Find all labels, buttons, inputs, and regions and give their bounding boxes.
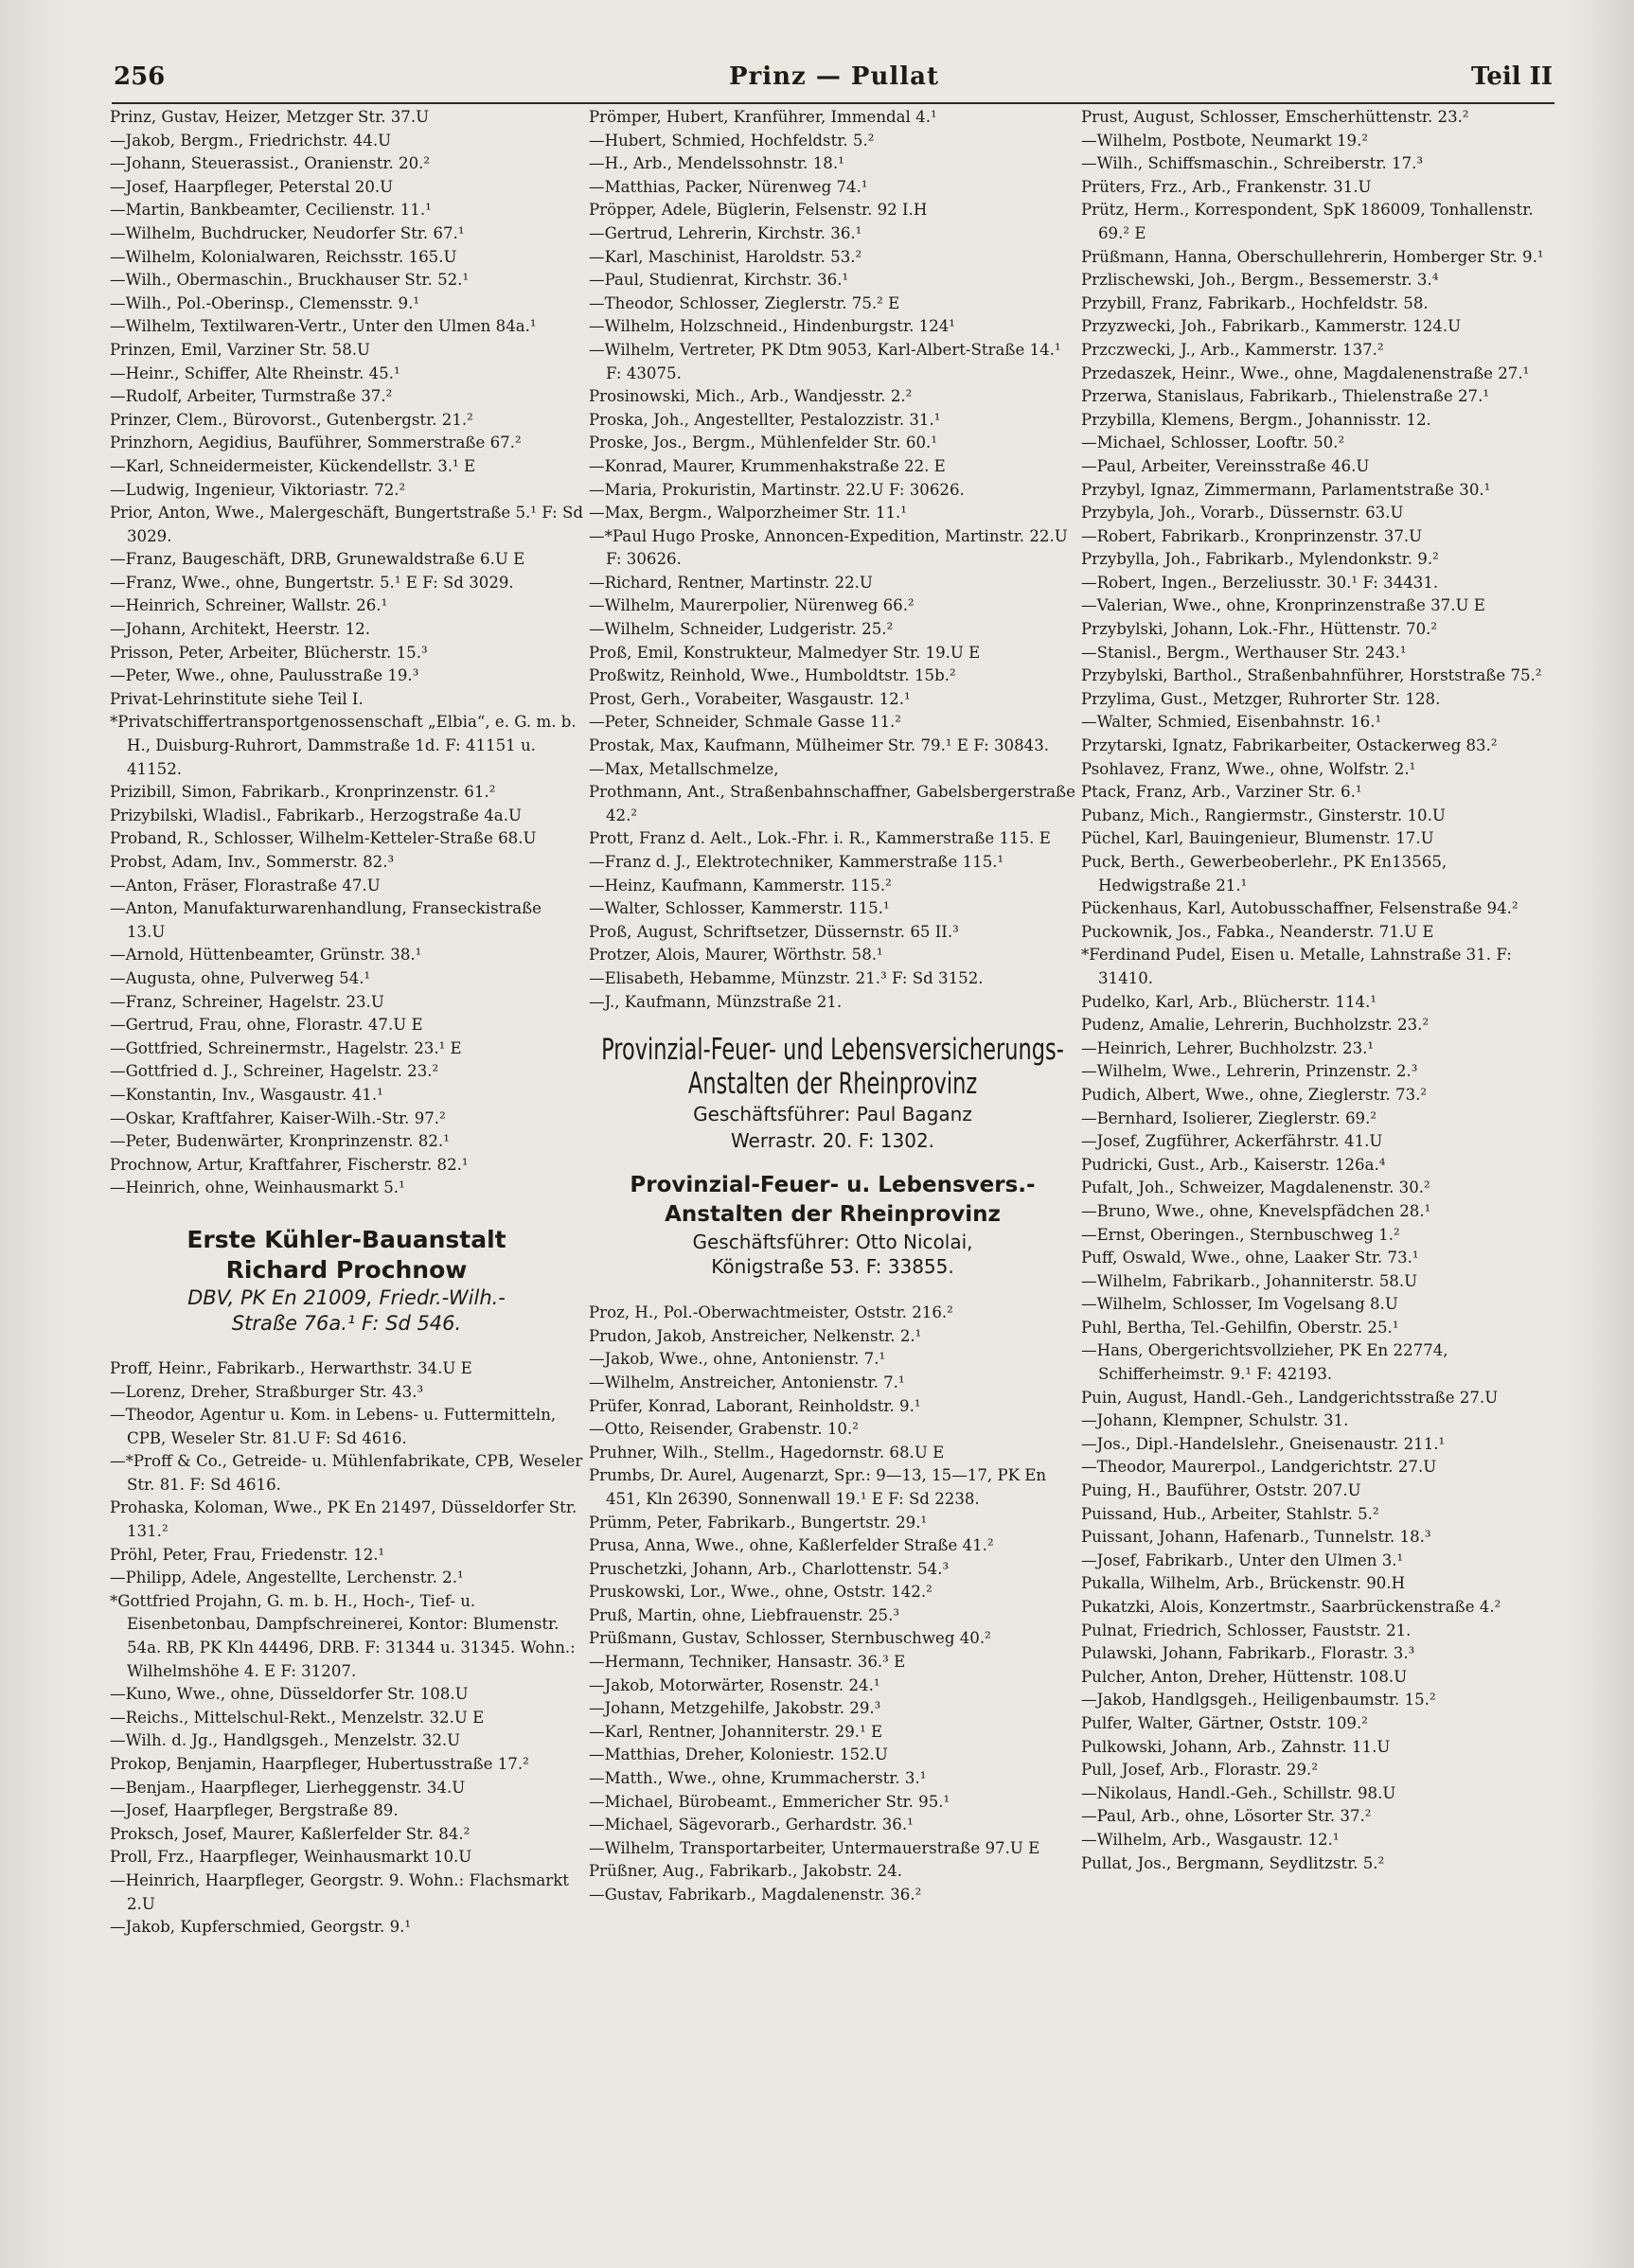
directory-entry: —Robert, Fabrikarb., Kronprinzenstr. 37.U: [1081, 526, 1423, 545]
directory-entry: —Anton, Fräser, Florastraße 47.U: [110, 876, 381, 895]
directory-entry: Prütz, Herm., Korrespondent, SpK 186009, Tonhallenstr. 69.² E: [1081, 201, 1534, 242]
directory-entry: —Peter, Schneider, Schmale Gasse 11.²: [589, 713, 901, 732]
directory-entry: —Jakob, Bergm., Friedrichstr. 44.U: [110, 131, 392, 150]
directory-entry: —Nikolaus, Handl.-Geh., Schillstr. 98.U: [1081, 1783, 1396, 1802]
directory-entry: —Johann, Metzgehilfe, Jakobstr. 29.³: [589, 1699, 881, 1718]
directory-entry: Puing, H., Bauführer, Oststr. 207.U: [1081, 1481, 1361, 1500]
directory-entry: —*Proff & Co., Getreide- u. Mühlenfabrikate, CPB, Weseler Str. 81. F: Sd 4616.: [110, 1452, 583, 1494]
directory-entry: Pruskowski, Lor., Wwe., ohne, Oststr. 142.²: [589, 1583, 932, 1602]
directory-entry: —Wilhelm, Kolonialwaren, Reichsstr. 165.U: [110, 247, 457, 266]
directory-entry: Proksch, Josef, Maurer, Kaßlerfelder Str. 84.²: [110, 1824, 471, 1843]
directory-entry: —Wilhelm, Buchdrucker, Neudorfer Str. 67.¹: [110, 223, 465, 242]
directory-entry: Prizibill, Simon, Fabrikarb., Kronprinzenstr. 61.²: [110, 783, 496, 802]
directory-entry: Pruß, Martin, ohne, Liebfrauenstr. 25.³: [589, 1605, 899, 1624]
directory-entry: —J., Kaufmann, Münzstraße 21.: [589, 992, 843, 1011]
directory-entry: Puissant, Johann, Hafenarb., Tunnelstr. 18.³: [1081, 1528, 1431, 1547]
directory-entry: —Theodor, Agentur u. Kom. in Lebens- u. Futtermitteln, CPB, Weseler Str. 81.U F: Sd 4616.: [110, 1406, 557, 1447]
directory-entry: Przybyla, Joh., Vorarb., Düssernstr. 63.U: [1081, 504, 1404, 523]
directory-entry: —Maria, Prokuristin, Martinstr. 22.U F: 30626.: [589, 480, 965, 499]
directory-entry: Pulcher, Anton, Dreher, Hüttenstr. 108.U: [1081, 1667, 1408, 1686]
directory-entry: —Karl, Schneidermeister, Kückendellstr. 3.¹ E: [110, 456, 476, 475]
directory-entry: Pröpper, Adele, Büglerin, Felsenstr. 92 I.H: [589, 201, 928, 220]
directory-entry: —Gottfried d. J., Schreiner, Hagelstr. 23.²: [110, 1062, 439, 1081]
directory-entry: —Josef, Haarpfleger, Peterstal 20.U: [110, 177, 394, 196]
advert-line: Erste Kühler-Bauanstalt: [186, 1225, 506, 1253]
advert-prochnow: [110, 1225, 583, 1337]
entries-block: [110, 106, 583, 1200]
directory-entry: Przedaszek, Heinr., Wwe., ohne, Magdalenenstraße 27.¹: [1081, 363, 1530, 382]
directory-entry: Prochnow, Artur, Kraftfahrer, Fischerstr. 82.¹: [110, 1155, 469, 1174]
directory-entry: Prostak, Max, Kaufmann, Mülheimer Str. 79.¹ E F: 30843.: [589, 736, 1050, 755]
directory-entry: —Peter, Budenwärter, Kronprinzenstr. 82.¹: [110, 1132, 450, 1151]
directory-entry: Pudenz, Amalie, Lehrerin, Buchholzstr. 23.²: [1081, 1016, 1430, 1035]
column-right: [1081, 106, 1554, 2253]
directory-entry: Prüfer, Konrad, Laborant, Reinholdstr. 9.¹: [589, 1396, 921, 1415]
directory-entry: Pukatzki, Alois, Konzertmstr., Saarbrückenstraße 4.²: [1081, 1598, 1501, 1616]
directory-entry: —Max, Metallschmelze,: [589, 759, 779, 778]
directory-entry: —Wilhelm, Arb., Wasgaustr. 12.¹: [1081, 1830, 1340, 1849]
directory-entry: Przyzwecki, Joh., Fabrikarb., Kammerstr. 124.U: [1081, 317, 1462, 336]
directory-entry: Przybyl, Ignaz, Zimmermann, Parlamentstraße 30.¹: [1081, 480, 1491, 499]
directory-entry: Przerwa, Stanislaus, Fabrikarb., Thielenstraße 27.¹: [1081, 387, 1490, 406]
directory-entry: Prohaska, Koloman, Wwe., PK En 21497, Düsseldorfer Str. 131.²: [110, 1498, 577, 1541]
directory-entry: —Josef, Haarpfleger, Bergstraße 89.: [110, 1801, 399, 1820]
directory-entry: —Robert, Ingen., Berzeliusstr. 30.¹ F: 34431.: [1081, 573, 1439, 592]
directory-entry: Prior, Anton, Wwe., Malergeschäft, Bungertstraße 5.¹ F: Sd 3029.: [110, 504, 583, 545]
directory-entry: —Gottfried, Schreinermstr., Hagelstr. 23.¹ E: [110, 1038, 462, 1057]
directory-entry: Puckownik, Jos., Fabka., Neanderstr. 71.U E: [1081, 922, 1434, 941]
directory-entry: —Heinrich, Lehrer, Buchholzstr. 23.¹: [1081, 1038, 1375, 1057]
directory-entry: Prinz, Gustav, Heizer, Metzger Str. 37.U: [110, 108, 430, 126]
directory-entry: Proß, Emil, Konstrukteur, Malmedyer Str. 19.U E: [589, 643, 981, 662]
directory-entry: —Jakob, Wwe., ohne, Antonienstr. 7.¹: [589, 1350, 886, 1369]
directory-entry: Prümm, Peter, Fabrikarb., Bungertstr. 29.¹: [589, 1513, 928, 1532]
directory-entry: Prisson, Peter, Arbeiter, Blücherstr. 15.³: [110, 643, 428, 662]
directory-entry: Prudon, Jakob, Anstreicher, Nelkenstr. 2.¹: [589, 1326, 922, 1345]
directory-entry: —Johann, Architekt, Heerstr. 12.: [110, 620, 370, 639]
directory-entry: Prinzer, Clem., Bürovorst., Gutenbergstr. 21.²: [110, 410, 473, 429]
directory-entry: —Arnold, Hüttenbeamter, Grünstr. 38.¹: [110, 946, 422, 965]
directory-entry: Proff, Heinr., Fabrikarb., Herwarthstr. 34.U E: [110, 1358, 472, 1377]
directory-entry: —Ludwig, Ingenieur, Viktoriastr. 72.²: [110, 480, 406, 499]
page-header: [114, 62, 1553, 100]
advert-line: Geschäftsführer: Otto Nicolai,: [692, 1231, 973, 1254]
directory-entry: —Reichs., Mittelschul-Rekt., Menzelstr. 32.U E: [110, 1708, 485, 1727]
directory-entry: —Josef, Zugführer, Ackerfährstr. 41.U: [1081, 1132, 1383, 1151]
advert-line: Provinzial-Feuer- und Lebensversicherungs-: [601, 1032, 1064, 1067]
directory-entry: —Jakob, Motorwärter, Rosenstr. 24.¹: [589, 1675, 880, 1694]
directory-entry: Proz, H., Pol.-Oberwachtmeister, Oststr. 216.²: [589, 1303, 953, 1322]
directory-entry: Puhl, Bertha, Tel.-Gehilfin, Oberstr. 25.¹: [1081, 1318, 1399, 1337]
advert-line: Königstraße 53. F: 33855.: [711, 1255, 954, 1279]
header-rule: [112, 102, 1554, 104]
directory-entry: Prott, Franz d. Aelt., Lok.-Fhr. i. R., Kammerstraße 115. E: [589, 829, 1051, 848]
directory-entry: —Jos., Dipl.-Handelslehr., Gneisenaustr. 211.¹: [1081, 1434, 1446, 1453]
directory-entry: *Ferdinand Pudel, Eisen u. Metalle, Lahnstraße 31. F: 31410.: [1081, 946, 1512, 987]
directory-entry: —Anton, Manufakturwarenhandlung, Franseckistraße 13.U: [110, 899, 542, 941]
directory-entry: Prüßmann, Gustav, Schlosser, Sternbuschweg 40.²: [589, 1629, 991, 1648]
directory-entry: Pröhl, Peter, Frau, Friedenstr. 12.¹: [110, 1545, 385, 1564]
directory-entry: Przylima, Gust., Metzger, Ruhrorter Str. 128.: [1081, 689, 1441, 708]
directory-entry: —Wilh., Schiffsmaschin., Schreiberstr. 17.³: [1081, 154, 1424, 173]
directory-entry: Przybilla, Klemens, Bergm., Johannisstr. 12.: [1081, 410, 1431, 429]
directory-entry: —Jakob, Handlgsgeh., Heiligenbaumstr. 15.²: [1081, 1691, 1436, 1710]
directory-entry: —Heinz, Kaufmann, Kammerstr. 115.²: [589, 876, 892, 895]
directory-entry: —Karl, Rentner, Johanniterstr. 29.¹ E: [589, 1722, 883, 1741]
directory-entry: —Heinrich, Haarpfleger, Georgstr. 9. Wohn.: Flachsmarkt 2.U: [110, 1870, 569, 1913]
directory-entry: —Matth., Wwe., ohne, Krummacherstr. 3.¹: [589, 1769, 927, 1788]
directory-entry: Ptack, Franz, Arb., Varziner Str. 6.¹: [1081, 783, 1362, 802]
directory-entry: —Matthias, Packer, Nürenweg 74.¹: [589, 177, 868, 196]
directory-entry: —Max, Bergm., Walporzheimer Str. 11.¹: [589, 504, 907, 523]
directory-entry: Proska, Joh., Angestellter, Pestalozzistr. 31.¹: [589, 410, 941, 429]
advert-line: DBV, PK En 21009, Friedr.-Wilh.-: [187, 1285, 506, 1309]
directory-entry: Pulkowski, Johann, Arb., Zahnstr. 11.U: [1081, 1737, 1391, 1756]
directory-entry: —Paul, Arbeiter, Vereinsstraße 46.U: [1081, 456, 1370, 475]
directory-entry: Pukalla, Wilhelm, Arb., Brückenstr. 90.H: [1081, 1574, 1406, 1593]
entries-block: [110, 1357, 583, 1940]
column-left: [110, 106, 583, 2253]
directory-entry: Przczwecki, J., Arb., Kammerstr. 137.²: [1081, 340, 1384, 359]
advert-line: Straße 76a.¹ F: Sd 546.: [231, 1311, 462, 1335]
directory-entry: Puck, Berth., Gewerbeoberlehr., PK En13565, Hedwigstraße 21.¹: [1081, 853, 1448, 895]
directory-entry: —Michael, Sägevorarb., Gerhardstr. 36.¹: [589, 1816, 914, 1834]
directory-entry: —Oskar, Kraftfahrer, Kaiser-Wilh.-Str. 97.²: [110, 1108, 446, 1127]
directory-entry: —Konrad, Maurer, Krummenhakstraße 22. E: [589, 456, 946, 475]
directory-entry: —Wilhelm, Anstreicher, Antonienstr. 7.¹: [589, 1373, 905, 1391]
directory-entry: Prömper, Hubert, Kranführer, Immendal 4.¹: [589, 108, 937, 126]
directory-entry: —Elisabeth, Hebamme, Münzstr. 21.³ F: Sd 3152.: [589, 968, 984, 987]
directory-entry: —*Paul Hugo Proske, Annoncen-Expedition, Martinstr. 22.U F: 30626.: [589, 526, 1068, 569]
directory-entry: —Wilhelm, Schneider, Ludgeristr. 25.²: [589, 620, 894, 639]
directory-entry: —Johann, Steuerassist., Oranienstr. 20.²: [110, 154, 431, 173]
directory-entry: Przybill, Franz, Fabrikarb., Hochfeldstr. 58.: [1081, 293, 1429, 312]
advert-provinzial-2: [589, 1171, 1076, 1279]
directory-entry: —Wilhelm, Transportarbeiter, Untermauerstraße 97.U E: [589, 1838, 1040, 1857]
directory-entry: Proske, Jos., Bergm., Mühlenfelder Str. 60.¹: [589, 434, 937, 452]
directory-entry: —Franz, Wwe., ohne, Bungertstr. 5.¹ E F: Sd 3029.: [110, 573, 514, 592]
directory-entry: —Lorenz, Dreher, Straßburger Str. 43.³: [110, 1382, 424, 1401]
directory-entry: —Franz d. J., Elektrotechniker, Kammerstraße 115.¹: [589, 853, 1004, 871]
advert-provinzial-1: [589, 1033, 1076, 1154]
directory-entry: —Walter, Schmied, Eisenbahnstr. 16.¹: [1081, 713, 1382, 732]
entries-block: [589, 1302, 1076, 1906]
directory-entry: —Wilhelm, Wwe., Lehrerin, Prinzenstr. 2.³: [1081, 1062, 1418, 1081]
directory-entry: Przlischewski, Joh., Bergm., Bessemerstr. 3.⁴: [1081, 271, 1439, 290]
directory-entry: —Wilhelm, Schlosser, Im Vogelsang 8.U: [1081, 1295, 1398, 1314]
directory-entry: Protzer, Alois, Maurer, Wörthstr. 58.¹: [589, 946, 883, 965]
directory-entry: —Kuno, Wwe., ohne, Düsseldorfer Str. 108.U: [110, 1685, 469, 1704]
running-title: Prinz — Pullat: [729, 62, 939, 91]
entries-block: [1081, 106, 1554, 1875]
directory-entry: —Wilh., Pol.-Oberinsp., Clemensstr. 9.¹: [110, 293, 419, 312]
directory-entry: —Gertrud, Frau, ohne, Florastr. 47.U E: [110, 1016, 423, 1035]
directory-entry: —Gustav, Fabrikarb., Magdalenenstr. 36.²: [589, 1886, 922, 1904]
directory-entry: Przytarski, Ignatz, Fabrikarbeiter, Ostackerweg 83.²: [1081, 736, 1498, 755]
directory-entry: Pubanz, Mich., Rangiermstr., Ginsterstr. 10.U: [1081, 806, 1446, 824]
directory-entry: —Theodor, Maurerpol., Landgerichtstr. 27.U: [1081, 1458, 1437, 1477]
directory-entry: —Gertrud, Lehrerin, Kirchstr. 36.¹: [589, 223, 862, 242]
directory-entry: Przybylski, Barthol., Straßenbahnführer, Horststraße 75.²: [1081, 666, 1542, 685]
directory-entry: Proll, Frz., Haarpfleger, Weinhausmarkt 10.U: [110, 1848, 472, 1867]
directory-entry: Pudricki, Gust., Arb., Kaiserstr. 126a.⁴: [1081, 1155, 1386, 1174]
directory-entry: —Matthias, Dreher, Koloniestr. 152.U: [589, 1745, 888, 1764]
directory-entry: Pull, Josef, Arb., Florastr. 29.²: [1081, 1761, 1318, 1780]
directory-entry: —Heinr., Schiffer, Alte Rheinstr. 45.¹: [110, 363, 400, 382]
directory-entry: —Ernst, Oberingen., Sternbuschweg 1.²: [1081, 1225, 1400, 1244]
directory-entry: —Bernhard, Isolierer, Zieglerstr. 69.²: [1081, 1108, 1377, 1127]
directory-entry: —Wilh. d. Jg., Handlgsgeh., Menzelstr. 32.U: [110, 1731, 461, 1750]
directory-entry: —Valerian, Wwe., ohne, Kronprinzenstraße 37.U E: [1081, 596, 1485, 615]
directory-entry: —Wilhelm, Maurerpolier, Nürenweg 66.²: [589, 596, 915, 615]
directory-entry: —Jakob, Kupferschmied, Georgstr. 9.¹: [110, 1918, 412, 1937]
directory-entry: —Martin, Bankbeamter, Cecilienstr. 11.¹: [110, 201, 432, 220]
advert-line: Richard Prochnow: [225, 1255, 468, 1284]
directory-entry: —Michael, Bürobeamt., Emmericher Str. 95.¹: [589, 1792, 950, 1811]
directory-entry: Pulnat, Friedrich, Schlosser, Fauststr. 21.: [1081, 1621, 1412, 1639]
directory-entry: Prüters, Frz., Arb., Frankenstr. 31.U: [1081, 177, 1372, 196]
directory-entry: —Stanisl., Bergm., Werthauser Str. 243.¹: [1081, 643, 1407, 662]
directory-entry: —Josef, Fabrikarb., Unter den Ulmen 3.¹: [1081, 1550, 1404, 1569]
directory-entry: —Karl, Maschinist, Haroldstr. 53.²: [589, 247, 862, 266]
directory-entry: —Bruno, Wwe., ohne, Knevelspfädchen 28.¹: [1081, 1201, 1431, 1220]
directory-entry: Pudich, Albert, Wwe., ohne, Zieglerstr. 73.²: [1081, 1085, 1428, 1104]
entries-block: [589, 106, 1076, 1014]
directory-entry: Prüßner, Aug., Fabrikarb., Jakobstr. 24.: [589, 1862, 903, 1881]
directory-entry: —Franz, Baugeschäft, DRB, Grunewaldstraße 6.U E: [110, 550, 525, 569]
directory-entry: —Peter, Wwe., ohne, Paulusstraße 19.³: [110, 666, 419, 685]
directory-entry: Pulawski, Johann, Fabrikarb., Florastr. 3.³: [1081, 1644, 1415, 1663]
directory-entry: —Konstantin, Inv., Wasgaustr. 41.¹: [110, 1085, 383, 1104]
directory-entry: —Philipp, Adele, Angestellte, Lerchenstr. 2.¹: [110, 1568, 464, 1587]
directory-entry: *Gottfried Projahn, G. m. b. H., Hoch-, Tief- u. Eisenbetonbau, Dampfschreinerei, Kontor: Blumenstr. 54a. RB, PK Kln 44496, DRB. F: 31344 u. 31345. Wohn.: Wilhelmshöhe 4. E F: 31207.: [110, 1591, 576, 1680]
page-number: 256: [114, 62, 166, 91]
directory-entry: —Hans, Obergerichtsvollzieher, PK En 22774, Schifferheimstr. 9.¹ F: 42193.: [1081, 1341, 1448, 1384]
advert-line: Geschäftsführer: Paul Baganz: [693, 1103, 972, 1126]
directory-entry: —Wilhelm, Vertreter, PK Dtm 9053, Karl-Albert-Straße 14.¹ F: 43075.: [589, 340, 1061, 382]
directory-entry: Pruhner, Wilh., Stellm., Hagedornstr. 68.U E: [589, 1443, 945, 1462]
directory-entry: Proßwitz, Reinhold, Wwe., Humboldtstr. 15b.²: [589, 666, 956, 685]
advert-line: Provinzial-Feuer- u. Lebensvers.-: [630, 1173, 1036, 1198]
directory-entry: Pückenhaus, Karl, Autobusschaffner, Felsenstraße 94.²: [1081, 899, 1519, 918]
directory-entry: —Hubert, Schmied, Hochfeldstr. 5.²: [589, 131, 875, 150]
directory-entry: Prüßmann, Hanna, Oberschullehrerin, Homberger Str. 9.¹: [1081, 247, 1544, 266]
directory-entry: Prizybilski, Wladisl., Fabrikarb., Herzogstraße 4a.U: [110, 806, 522, 824]
directory-entry: Pulfer, Walter, Gärtner, Oststr. 109.²: [1081, 1713, 1368, 1732]
directory-entry: Prosinowski, Mich., Arb., Wandjesstr. 2.²: [589, 387, 913, 406]
directory-entry: Prokop, Benjamin, Haarpfleger, Hubertusstraße 17.²: [110, 1755, 529, 1773]
directory-entry: —Michael, Schlosser, Looftr. 50.²: [1081, 434, 1345, 452]
directory-entry: Prust, August, Schlosser, Emscherhüttenstr. 23.²: [1081, 108, 1469, 126]
directory-entry: —Hermann, Techniker, Hansastr. 36.³ E: [589, 1653, 906, 1672]
directory-entry: —Heinrich, Schreiner, Wallstr. 26.¹: [110, 596, 388, 615]
directory-entry: —Wilh., Obermaschin., Bruckhauser Str. 52.¹: [110, 271, 470, 290]
directory-entry: Prumbs, Dr. Aurel, Augenarzt, Spr.: 9—13, 15—17, PK En 451, Kln 26390, Sonnenwall 19.¹ E F: Sd 2238.: [589, 1466, 1047, 1508]
directory-entry: Pufalt, Joh., Schweizer, Magdalenenstr. 30.²: [1081, 1178, 1430, 1197]
directory-entry: Psohlavez, Franz, Wwe., ohne, Wolfstr. 2.¹: [1081, 759, 1416, 778]
directory-entry: —Wilhelm, Holzschneid., Hindenburgstr. 124¹: [589, 317, 955, 336]
directory-entry: Pruschetzki, Johann, Arb., Charlottenstr. 54.³: [589, 1559, 950, 1578]
directory-entry: —Otto, Reisender, Grabenstr. 10.²: [589, 1420, 859, 1439]
advert-line: Anstalten der Rheinprovinz: [687, 1066, 978, 1101]
directory-entry: —Wilhelm, Fabrikarb., Johanniterstr. 58.U: [1081, 1271, 1418, 1290]
directory-entry: —Johann, Klempner, Schulstr. 31.: [1081, 1411, 1349, 1430]
directory-entry: —Wilhelm, Textilwaren-Vertr., Unter den Ulmen 84a.¹: [110, 317, 537, 336]
directory-entry: Privat-Lehrinstitute siehe Teil I.: [110, 689, 364, 708]
directory-entry: —Heinrich, ohne, Weinhausmarkt 5.¹: [110, 1178, 405, 1197]
directory-entry: —Paul, Arb., ohne, Lösorter Str. 37.²: [1081, 1807, 1372, 1826]
directory-entry: Prusa, Anna, Wwe., ohne, Kaßlerfelder Straße 41.²: [589, 1536, 994, 1555]
directory-entry: Puissand, Hub., Arbeiter, Stahlstr. 5.²: [1081, 1504, 1379, 1523]
directory-entry: —Walter, Schlosser, Kammerstr. 115.¹: [589, 899, 890, 918]
directory-entry: Prinzen, Emil, Varziner Str. 58.U: [110, 340, 371, 359]
directory-entry: Pudelko, Karl, Arb., Blücherstr. 114.¹: [1081, 992, 1376, 1011]
column-middle: [589, 106, 1076, 2253]
directory-entry: —Franz, Schreiner, Hagelstr. 23.U: [110, 992, 384, 1011]
directory-entry: —Augusta, ohne, Pulverweg 54.¹: [110, 968, 371, 987]
directory-entry: Prothmann, Ant., Straßenbahnschaffner, Gabelsbergerstraße 42.²: [589, 783, 1075, 824]
directory-entry: Proband, R., Schlosser, Wilhelm-Ketteler-Straße 68.U: [110, 829, 537, 848]
directory-entry: —H., Arb., Mendelssohnstr. 18.¹: [589, 154, 844, 173]
directory-entry: Przybylski, Johann, Lok.-Fhr., Hüttenstr. 70.²: [1081, 620, 1438, 639]
directory-entry: —Paul, Studienrat, Kirchstr. 36.¹: [589, 271, 849, 290]
advert-line: Anstalten der Rheinprovinz: [665, 1202, 1001, 1228]
directory-entry: Proß, August, Schriftsetzer, Düssernstr. 65 II.³: [589, 922, 959, 941]
directory-entry: —Benjam., Haarpfleger, Lierheggenstr. 34.U: [110, 1778, 466, 1797]
directory-entry: Pullat, Jos., Bergmann, Seydlitzstr. 5.²: [1081, 1853, 1385, 1872]
directory-entry: Prinzhorn, Aegidius, Bauführer, Sommerstraße 67.²: [110, 434, 522, 452]
directory-entry: —Wilhelm, Postbote, Neumarkt 19.²: [1081, 131, 1369, 150]
directory-entry: —Rudolf, Arbeiter, Turmstraße 37.²: [110, 387, 393, 406]
directory-entry: Probst, Adam, Inv., Sommerstr. 82.³: [110, 853, 395, 871]
directory-entry: Püchel, Karl, Bauingenieur, Blumenstr. 17.U: [1081, 829, 1434, 848]
directory-entry: —Richard, Rentner, Martinstr. 22.U: [589, 573, 873, 592]
advert-line: Werrastr. 20. F: 1302.: [730, 1129, 935, 1153]
directory-entry: Puin, August, Handl.-Geh., Landgerichtsstraße 27.U: [1081, 1388, 1499, 1407]
directory-entry: —Theodor, Schlosser, Zieglerstr. 75.² E: [589, 293, 900, 312]
directory-entry: Puff, Oswald, Wwe., ohne, Laaker Str. 73.¹: [1081, 1249, 1419, 1267]
part-label: Teil II: [1470, 62, 1553, 91]
directory-entry: Prost, Gerh., Vorabeiter, Wasgaustr. 12.¹: [589, 689, 911, 708]
directory-entry: *Privatschiffertransportgenossenschaft „Elbia“, e. G. m. b. H., Duisburg-Ruhrort, Dammstraße 1d. F: 41151 u. 41152.: [110, 713, 577, 778]
directory-entry: Przybylla, Joh., Fabrikarb., Mylendonkstr. 9.²: [1081, 550, 1439, 569]
